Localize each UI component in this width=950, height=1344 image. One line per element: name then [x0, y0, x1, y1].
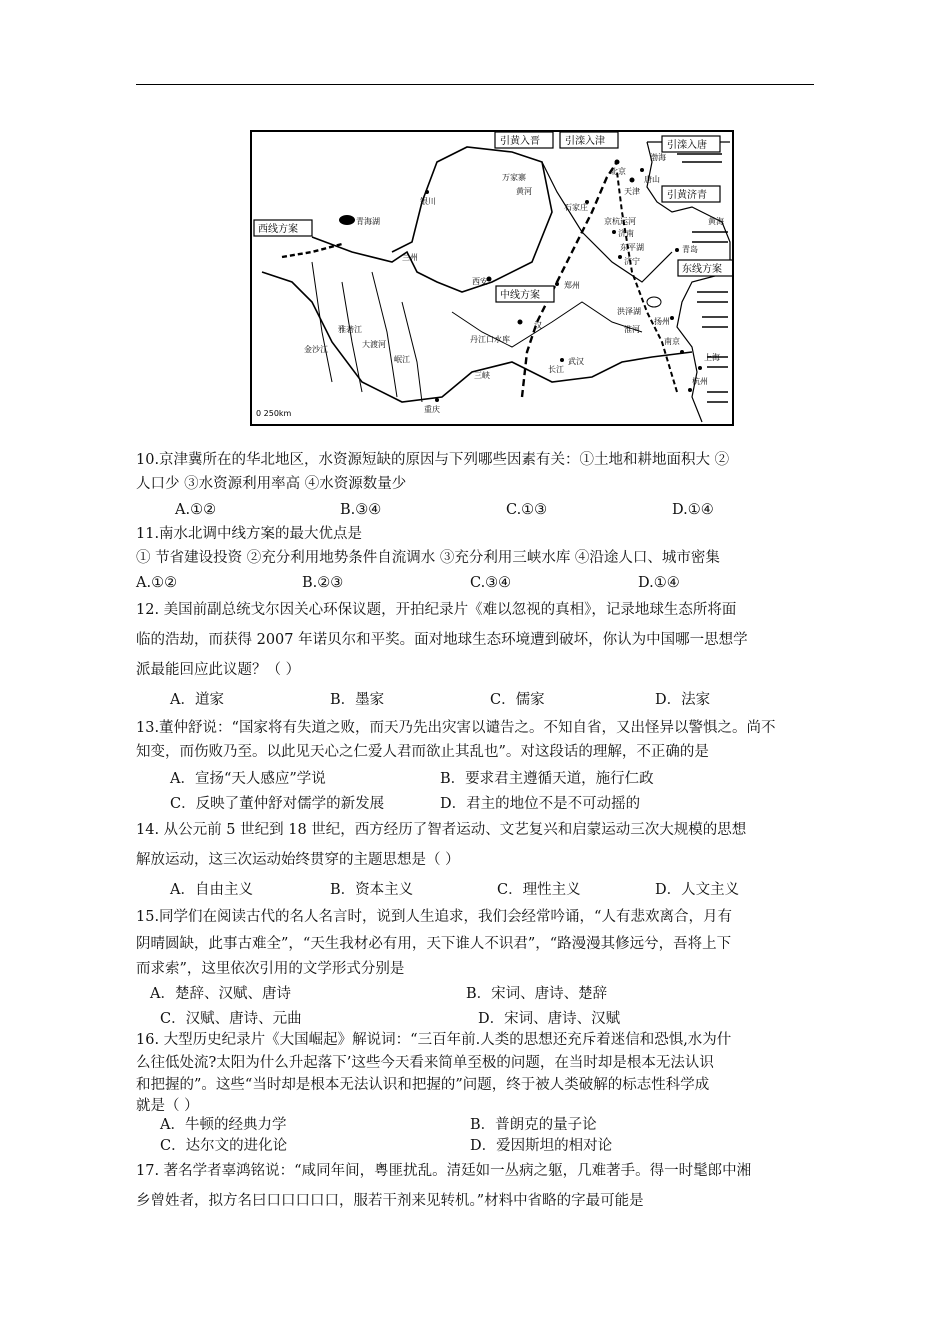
- q10-stem-line1: 10.京津冀所在的华北地区，水资源短缺的原因与下列哪些因素有关：①土地和耕地面积大 ②: [136, 452, 730, 468]
- label-qingdao: 青岛: [682, 245, 698, 254]
- label-yinchuan: 银川: [420, 197, 436, 206]
- label-river-chang: 长江: [548, 365, 564, 374]
- q14-option-b[interactable]: B．资本主义: [330, 882, 414, 898]
- label-jining: 济宁: [624, 257, 640, 266]
- label-river-huai: 淮河: [624, 325, 640, 334]
- label-lanzhou: 兰州: [402, 253, 418, 262]
- q15-stem-line1: 15.同学们在阅读古代的名人名言时，说到人生追求，我们会经常吟诵，“人有悲欢离合，月有: [136, 909, 732, 925]
- label-wanjiazhai: 万家寨: [502, 173, 526, 182]
- label-eastern-route: 东线方案: [682, 264, 722, 275]
- label-zhengzhou: 郑州: [564, 281, 580, 290]
- q11-option-d[interactable]: D.①④: [638, 575, 680, 591]
- label-river-huang: 黄河: [516, 187, 532, 196]
- label-river-dadu: 大渡河: [362, 340, 386, 349]
- label-yangzhou: 扬州: [654, 317, 670, 326]
- q12-option-c[interactable]: C．儒家: [490, 692, 545, 708]
- label-beijing: 北京: [610, 167, 626, 176]
- label-xian: 西安: [472, 277, 488, 286]
- label-luan-to-tianjin: 引滦入津: [565, 136, 605, 147]
- label-chongqing: 重庆: [424, 405, 440, 414]
- q16-option-c[interactable]: C．达尔文的进化论: [160, 1138, 288, 1154]
- q11-option-a[interactable]: A.①②: [136, 575, 178, 591]
- label-yellow-sea: 黄海: [708, 217, 724, 226]
- label-shijiazhuang: 石家庄: [564, 203, 588, 212]
- label-tangshan: 唐山: [644, 175, 660, 184]
- q13-stem-line2: 知变，而伤败乃至。以此见天心之仁爱人君而欲止其乱也”。对这段话的理解，不正确的是: [136, 744, 709, 760]
- q11-option-c[interactable]: C.③④: [470, 575, 512, 591]
- q16-stem-line2: 么往低处流?太阳为什么升起落下’这些今天看来简单至极的问题，在当时却是根本无法认识: [136, 1055, 714, 1071]
- label-luan-to-tang: 引滦入唐: [667, 140, 707, 151]
- label-yellow-to-qing: 引黄济青: [667, 190, 707, 201]
- q14-stem-line1: 14. 从公元前 5 世纪到 18 世纪，西方经历了智者运动、文艺复兴和启蒙运动三次大规模的思想: [136, 822, 747, 838]
- q15-stem-line2: 阴晴圆缺，此事古难全”，“天生我材必有用，天下谁人不识君”，“路漫漫其修远兮，吾将上下: [136, 936, 732, 952]
- q12-option-d[interactable]: D．法家: [655, 692, 711, 708]
- label-hangzhou: 杭州: [692, 377, 708, 386]
- q15-stem-line3: 而求索”，这里依次引用的文学形式分别是: [136, 961, 405, 977]
- label-danjiangkou: 丹江口水库: [470, 335, 510, 344]
- south-north-water-diversion-map: [250, 130, 734, 426]
- q16-option-b[interactable]: B．普朗克的量子论: [470, 1117, 597, 1133]
- label-wuhan: 武汉: [568, 357, 584, 366]
- label-shanghai: 上海: [704, 353, 720, 362]
- label-three-gorges: 三峡: [474, 371, 490, 380]
- q13-option-b[interactable]: B．要求君主遵循天道，施行仁政: [440, 771, 654, 787]
- header-rule: [136, 84, 814, 85]
- label-tianjin: 天津: [624, 187, 640, 196]
- label-river-min: 岷江: [394, 355, 410, 364]
- map-graphic: [252, 132, 732, 424]
- q14-option-a[interactable]: A．自由主义: [170, 882, 253, 898]
- q15-option-d[interactable]: D．宋词、唐诗、汉赋: [478, 1011, 621, 1027]
- q17-stem-line1: 17. 著名学者辜鸿铭说：“咸同年间，粤匪扰乱。清廷如一丛病之躯，几难著手。得一时髦郎中湘: [136, 1163, 752, 1179]
- label-river-jinsha: 金沙江: [304, 345, 328, 354]
- q15-option-b[interactable]: B．宋词、唐诗、楚辞: [466, 986, 608, 1002]
- q16-stem-line1: 16. 大型历史纪录片《大国崛起》解说词：“三百年前.人类的思想还充斥着迷信和恐惧,水为什: [136, 1032, 732, 1048]
- label-scale: 0 250km: [256, 409, 292, 418]
- label-western-route: 西线方案: [258, 224, 298, 235]
- label-dongping-lake: 东平湖: [620, 243, 644, 252]
- q12-stem-line3: 派最能回应此议题？（ ）: [136, 662, 301, 678]
- label-canal: 京杭运河: [604, 217, 636, 226]
- q15-option-a[interactable]: A．楚辞、汉赋、唐诗: [150, 986, 291, 1002]
- q12-option-b[interactable]: B．墨家: [330, 692, 385, 708]
- q11-option-b[interactable]: B.②③: [302, 575, 344, 591]
- q14-option-d[interactable]: D．人文主义: [655, 882, 740, 898]
- label-yellow-to-jin: 引黄入晋: [500, 136, 540, 147]
- label-hongze-lake: 洪泽湖: [617, 307, 641, 316]
- q13-option-c[interactable]: C．反映了董仲舒对儒学的新发展: [170, 796, 385, 812]
- q10-option-a[interactable]: A.①②: [175, 502, 217, 518]
- q12-stem-line2: 临的浩劫，而获得 2007 年诺贝尔和平奖。面对地球生态环境遭到破坏，你认为中国哪一思想学: [136, 632, 748, 648]
- label-river-han: 汉: [534, 321, 542, 330]
- q16-stem-line4: 就是（ ）: [136, 1098, 199, 1114]
- label-nanjing: 南京: [664, 337, 680, 346]
- q10-stem-line2: 人口少 ③水资源利用率高 ④水资源数量少: [136, 476, 407, 492]
- q10-option-b[interactable]: B.③④: [340, 502, 382, 518]
- q16-option-a[interactable]: A．牛顿的经典力学: [160, 1117, 287, 1133]
- label-qinghai-lake: 青海湖: [356, 217, 380, 226]
- q14-stem-line2: 解放运动，这三次运动始终贯穿的主题思想是（ ）: [136, 852, 460, 868]
- q15-option-c[interactable]: C．汉赋、唐诗、元曲: [160, 1011, 302, 1027]
- q13-stem-line1: 13.董仲舒说：“国家将有失道之败，而天乃先出灾害以谴告之。不知自省，又出怪异以警惧之。尚不: [136, 720, 776, 736]
- label-middle-route: 中线方案: [500, 290, 540, 301]
- q10-option-d[interactable]: D.①④: [672, 502, 714, 518]
- label-bohai: 渤海: [650, 153, 666, 162]
- q13-option-d[interactable]: D．君主的地位不是不可动摇的: [440, 796, 641, 812]
- label-river-yalong: 雅砻江: [338, 325, 362, 334]
- q13-option-a[interactable]: A．宣扬“天人感应”学说: [170, 771, 326, 787]
- label-jinan: 济南: [618, 229, 634, 238]
- q11-stem-line2: ① 节省建设投资 ②充分利用地势条件自流调水 ③充分利用三峡水库 ④沿途人口、城市密集: [136, 550, 720, 566]
- q17-stem-line2: 乡曾姓者，拟方名曰口口口口口，服若干剂来见转机。”材料中省略的字最可能是: [136, 1193, 644, 1209]
- q14-option-c[interactable]: C．理性主义: [497, 882, 581, 898]
- q16-option-d[interactable]: D．爱因斯坦的相对论: [470, 1138, 613, 1154]
- q11-stem-line1: 11.南水北调中线方案的最大优点是: [136, 526, 363, 542]
- q16-stem-line3: 和把握的”。这些“当时却是根本无法认识和把握的”问题，终于被人类破解的标志性科学成: [136, 1077, 710, 1093]
- q12-stem-line1: 12. 美国前副总统戈尔因关心环保议题，开拍纪录片《难以忽视的真相》，记录地球生态所将面: [136, 602, 737, 618]
- q12-option-a[interactable]: A．道家: [170, 692, 224, 708]
- q10-option-c[interactable]: C.①③: [506, 502, 548, 518]
